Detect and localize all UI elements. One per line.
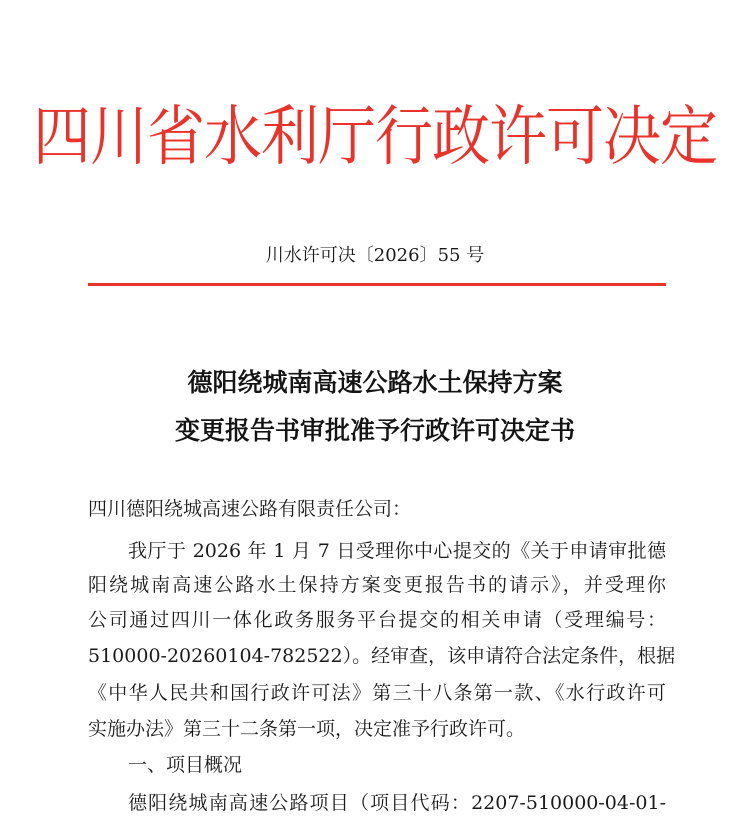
agency-header-title: 四川省水利厅行政许可决定 [32,98,717,175]
document-title-line-1: 德阳绕城南高速公路水土保持方案 [187,368,563,397]
paragraph-line-3: 公司通过四川一体化政务服务平台提交的相关申请（受理编号： [88,609,666,631]
paragraph-line-6: 实施办法》第三十二条第一项，决定准予行政许可。 [88,718,526,740]
paragraph-line-1: 我厅于 2026 年 1 月 7 日受理你中心提交的《关于申请审批德 [128,540,666,562]
document-title-line-2: 变更报告书审批准予行政许可决定书 [174,416,575,445]
red-divider-line [88,283,666,286]
section-first-line: 德阳绕城南高速公路项目（项目代码：2207-510000-04-01- [128,792,666,814]
document-number: 川水许可决〔2026〕55 号 [265,245,485,266]
paragraph-line-2: 阳绕城南高速公路水土保持方案变更报告书的请示》，并受理你 [88,574,666,596]
section-heading: 一、项目概况 [128,754,243,776]
recipient-line: 四川德阳绕城高速公路有限责任公司： [88,498,412,520]
paragraph-line-5: 《中华人民共和国行政许可法》第三十八条第一款、《水行政许可 [88,682,666,704]
paragraph-line-4: 510000-20260104-782522）。经审查，该申请符合法定条件，根据 [88,645,676,667]
